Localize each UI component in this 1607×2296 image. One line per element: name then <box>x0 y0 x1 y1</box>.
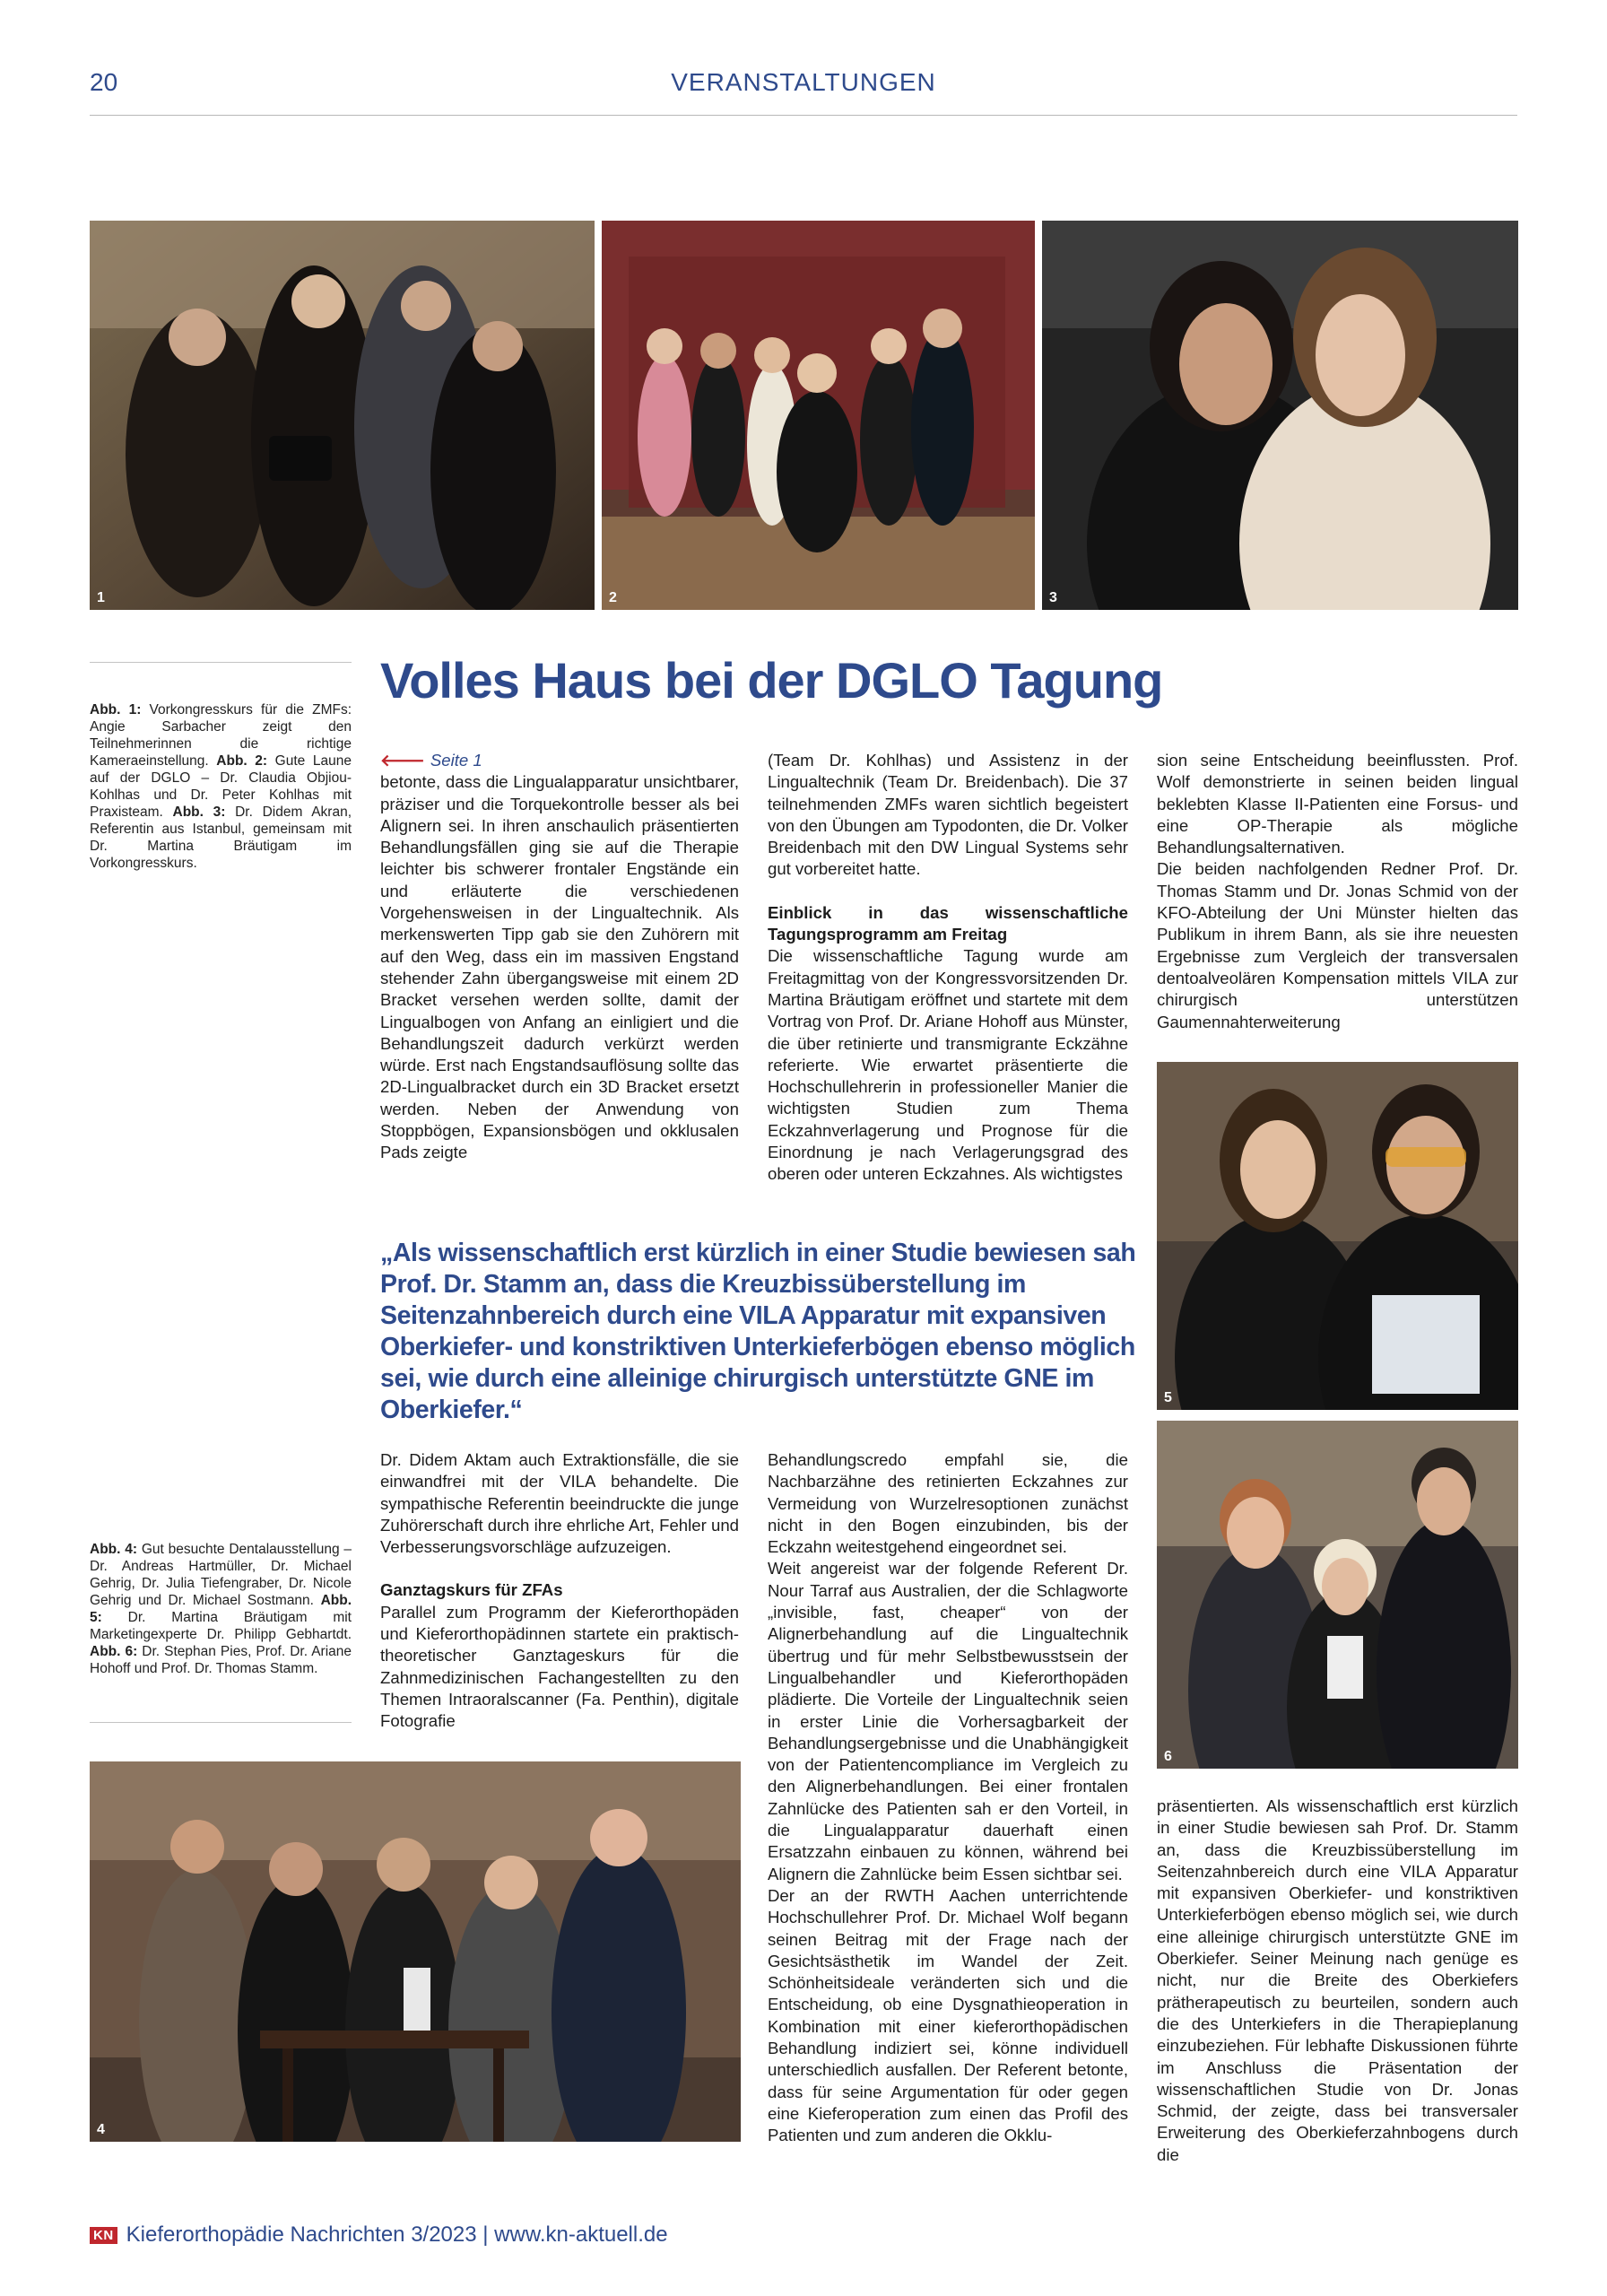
column-2-top-para-1: (Team Dr. Kohlhas) und Assistenz in der Lingualtechnik (Team Dr. Breidenbach). Die 37 teilnehmenden ZMFs waren sichtlich begeistert von den Übungen am Typodonten, die Dr. Volker Breidenbach mit den DW Lingual Systems sehr gut vorbereitet hatte. <box>768 751 1128 879</box>
photo-1-image <box>90 221 595 610</box>
column-2-bottom-para-2: Weit angereist war der folgende Referent Dr. Nour Tarraf aus Australien, der die Schlagworte „invisible, fast, cheaper“ von der Alignerbehandlung auf die Lingualtechnik übertrug und für mehr Selbstbewusstsein der Lingualbehandler und Kieferorthopäden plädierte. Die Vorteile der Lingualtechnik seien in erster Linie die Vorhersagbarkeit der Behandlungsergebnisse und die Unabhängigkeit von der Patientencompliance im Vergleich zu den Alignerbehandlungen. Bei einer frontalen Zahnlücke des Patienten sah er den Vorteil, in die Lingualapparatur dauerhaft einen Ersatzzahn einbauen zu können, während bei Alignern die Zahnlücke beim Essen sichtbar sei. <box>768 1559 1128 1883</box>
caption-label-6: Abb. 6: <box>90 1644 138 1659</box>
figure-number-5: 5 <box>1164 1390 1172 1405</box>
column-1-top <box>380 750 739 1164</box>
figure-number-6: 6 <box>1164 1749 1172 1764</box>
caption-middle-rule <box>90 1722 352 1723</box>
photo-3 <box>1042 221 1518 610</box>
photo-5-image <box>1157 1062 1518 1410</box>
continued-from-link[interactable] <box>380 750 739 771</box>
column-1-top-text: betonte, dass die Lingualapparatur unsichtbarer, präziser und die Torquekontrolle besser als bei Alignern sei. In ihren anschaulich präsentierten Behandlungsfällen ging sie auf die Therapie leichter bis schwerer frontaler Engstände ein und erläuterte die verschiedenen Vorgehensweisen in der Lingualtechnik. Als merkenswerten Tipp gab sie den Zuhörern mit auf den Weg, dass ein im massiven Engstand stehender Zahn übergangsweise mit einem 2D Bracket versehen werden sollte, damit der Lingualbogen von Anfang an einligiert und die Behandlungszeit dadurch verkürzt werden würde. Erst nach Engstandsauflösung sollte das 2D-Lingualbracket durch ein 3D Bracket ersetzt werden. Neben der Anwendung von Stoppbögen, Expansionsbögen und okklusalen Pads zeigte <box>380 772 739 1162</box>
caption-top-rule <box>90 662 352 663</box>
column-1-bottom <box>380 1449 739 1733</box>
column-1-subheading: Ganztagskurs für ZFAs <box>380 1580 563 1600</box>
page-number: 20 <box>90 68 118 96</box>
column-3-top <box>1157 750 1518 1033</box>
column-2-top-para-2: Die wissenschaftliche Tagung wurde am Freitagmittag von der Kongressvorsitzenden Dr. Martina Bräutigam eröffnet und startete mit dem Vortrag von Prof. Dr. Ariane Hohoff aus Münster, die über retinierte und transmigrante Eckzähne referierte. Wie erwartet präsentierte die Hochschullehrerin in professioneller Manier die wichtigsten Studien zum Thema Eckzahnverlagerung und Prognose für die Einordnung je nach Verlagerungsgrad des oberen oder unteren Eckzahnes. Als wichtigstes <box>768 946 1128 1184</box>
footer <box>90 2222 668 2248</box>
figure-number-2: 2 <box>609 590 617 605</box>
photo-3-image <box>1042 221 1518 610</box>
photo-2 <box>602 221 1035 610</box>
caption-text-6: Dr. Stephan Pies, Prof. Dr. Ariane Hohoff und Prof. Dr. Thomas Stamm. <box>90 1644 352 1676</box>
photo-6 <box>1157 1421 1518 1769</box>
caption-label-5: Abb. 5: <box>90 1593 352 1625</box>
photo-6-image <box>1157 1421 1518 1769</box>
caption-text-3: Dr. Didem Akran, Referentin aus Istanbul, gemeinsam mit Dr. Martina Bräutigam im Vorkongresskurs. <box>90 804 352 871</box>
column-3-top-para-1: sion seine Entscheidung beeinflussten. Prof. Wolf demonstrierte in seinen beiden lingual beklebten Klasse II-Patienten eine Forsus- und eine OP-Therapie als mögliche Behandlungsalternativen. <box>1157 751 1518 857</box>
photo-4 <box>90 1761 741 2142</box>
header-rule <box>90 115 1517 116</box>
caption-top <box>90 701 352 872</box>
photo-4-image <box>90 1761 741 2142</box>
photo-2-image <box>602 221 1035 610</box>
continued-from-label: Seite 1 <box>430 751 482 770</box>
column-3-top-para-2: Die beiden nachfolgenden Redner Prof. Dr. Thomas Stamm und Dr. Jonas Schmid von der KFO-Abteilung der Uni Münster hielten das Publikum in ihrem Bann, als sie ihre neuesten Ergebnisse zum Vergleich der transversalen dentoalveolären Kompensation mittels VILA zur chirurgisch unterstützen Gaumennahterweiterung <box>1157 859 1518 1031</box>
column-1-bottom-para-1: Dr. Didem Aktam auch Extraktionsfälle, die sie einwandfrei mit der VILA behandelte. Die sympathische Referentin beeindruckte die junge Zuhörerschaft durch ihre ehrliche Art, Fehler und Verbesserungsvorschläge aufzuzeigen. <box>380 1450 739 1557</box>
column-2-bottom <box>768 1449 1128 2147</box>
column-1-bottom-para-2: Parallel zum Programm der Kieferorthopäden und Kieferorthopädinnen startete ein praktisch-theoretischer Ganztageskurs für die Zahnmedizinischen Fachangestellten zu den Themen Intraoralscanner (Fa. Penthin), digitale Fotografie <box>380 1602 739 1731</box>
photo-5 <box>1157 1062 1518 1410</box>
caption-label-1: Abb. 1: <box>90 702 142 718</box>
footer-text[interactable]: Kieferorthopädie Nachrichten 3/2023 | www.kn-aktuell.de <box>126 2222 668 2247</box>
caption-middle <box>90 1541 352 1677</box>
caption-text-1: Vorkongresskurs für die ZMFs: Angie Sarbacher zeigt den Teilnehmerinnen die richtige Kameraeinstellung. <box>90 702 352 769</box>
figure-number-3: 3 <box>1049 590 1057 605</box>
caption-text-5: Dr. Martina Bräutigam mit Marketingexperte Dr. Philipp Gebhartdt. <box>90 1610 352 1642</box>
caption-label-4: Abb. 4: <box>90 1542 138 1557</box>
section-title: VERANSTALTUNGEN <box>671 68 936 96</box>
caption-label-2: Abb. 2: <box>216 753 268 769</box>
column-3-bottom-text: präsentierten. Als wissenschaftlich erst kürzlich in einer Studie bewiesen sah Prof. Dr. Stamm an, dass die Kreuzbissüberstellung im Seitenzahnbereich durch eine VILA Apparatur mit expansiven Oberkiefer- und konstriktiven Unterkieferbögen ebenso möglich sei, wie durch eine alleinige chirurgisch unterstützte GNE im Oberkiefer. Seiner Meinung nach genüge es nicht, nur die Breite des Oberkiefers prätherapeutisch zu beurteilen, sondern auch die des Unterkiefers in die Therapieplanung einzubeziehen. Für lebhafte Diskussionen führte im Anschluss die Präsentation der wissenschaftlichen Studie von Dr. Jonas Schmid, der zeigte, dass bei transversaler Erweiterung des Oberkieferzahnbogens durch die <box>1157 1796 1518 2164</box>
caption-text-4: Gut besuchte Dentalausstellung – Dr. Andreas Hartmüller, Dr. Michael Gehrig, Dr. Julia Tiefengraber, Dr. Nicole Gehrig und Dr. Michael Sostmann. <box>90 1542 352 1608</box>
kn-logo: KN <box>90 2227 117 2244</box>
pull-quote: „Als wissenschaftlich erst kürzlich in einer Studie bewiesen sah Prof. Dr. Stamm an, dass die Kreuzbissüberstellung im Seitenzahnbereich durch eine VILA Apparatur mit expansiven Oberkiefer- und konstriktiven Unterkieferbögen ebenso möglich sei, wie durch eine alleinige chirurgisch unterstützte GNE im Oberkiefer.“ <box>380 1239 1136 1424</box>
column-2-bottom-para-1: Behandlungscredo empfahl sie, die Nachbarzähne des retinierten Eckzahnes zur Vermeidung von Wurzelresoptionen zunächst nicht in den Bogen einzubinden, bis der Eckzahn weitestgehend eingeordnet sei. <box>768 1450 1128 1557</box>
column-2-bottom-para-3: Der an der RWTH Aachen unterrichtende Hochschullehrer Prof. Dr. Michael Wolf begann seinen Beitrag mit der Frage nach der Gesichtsästhetik im Wandel der Zeit. Schönheitsideale veränderten sich und die Entscheidung, ob eine Dysgnathieoperation in Kombination mit einer kieferorthopädischen Behandlung indiziert sei, könne individuell unterschiedlich ausfallen. Der Referent betonte, dass für seine Argumentation für oder gegen eine Kieferoperation zum einen das Profil des Patienten und zum anderen die Okklu- <box>768 1885 1128 2145</box>
figure-number-4: 4 <box>97 2122 105 2137</box>
column-2-top <box>768 750 1128 1186</box>
arrow-left-icon: 🡐 <box>380 751 425 770</box>
photo-1 <box>90 221 595 610</box>
headline: Volles Haus bei der DGLO Tagung <box>380 652 1163 709</box>
column-3-bottom <box>1157 1796 1518 2166</box>
caption-text-2: Gute Laune auf der DGLO – Dr. Claudia Objiou-Kohlhas und Dr. Peter Kohlhas mit Praxisteam. <box>90 753 352 820</box>
column-2-subheading: Einblick in das wissenschaftliche Tagungsprogramm am Freitag <box>768 902 1128 944</box>
caption-label-3: Abb. 3: <box>172 804 226 820</box>
figure-number-1: 1 <box>97 590 105 605</box>
